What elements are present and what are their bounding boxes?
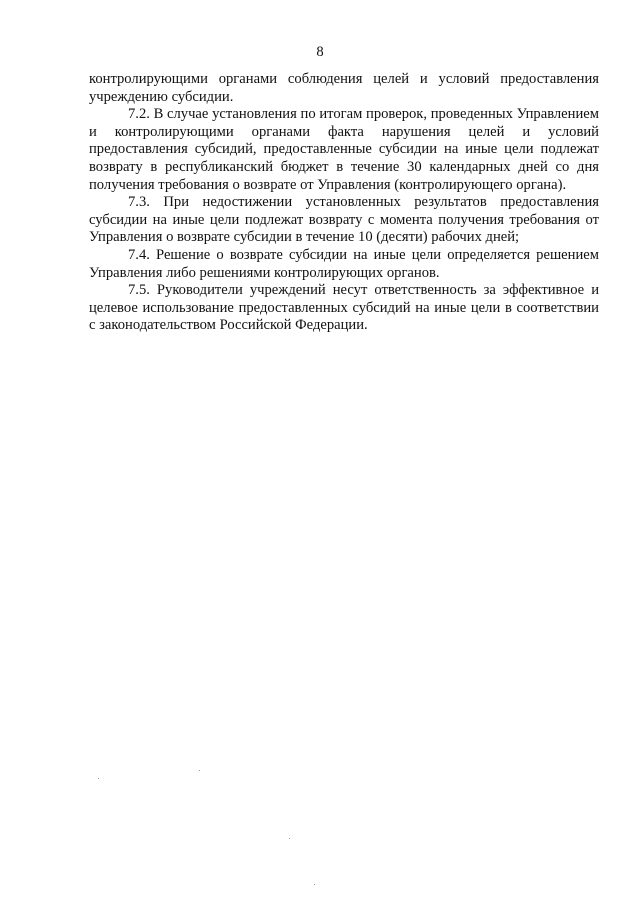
scan-speck [289, 838, 290, 839]
paragraph-7-3: 7.3. При недостижении установленных результатов предоставления субсидии на иные цели подлежат возврату с момента получения требования от Управления о возврате субсидии в течение 10 (десяти) рабочих дней; [89, 194, 599, 246]
paragraph-7-4: 7.4. Решение о возврате субсидии на иные цели определяется решением Управления либо решениями контролирующих органов. [89, 246, 599, 281]
paragraph-7-5: 7.5. Руководители учреждений несут ответственность за эффективное и целевое использование предоставленных субсидий на иные цели в соответствии с законодательством Российской Федерации. [89, 282, 599, 334]
paragraph-continuation: контролирующими органами соблюдения целей и условий предоставления учреждению субсидии. [89, 71, 599, 105]
scan-speck [98, 778, 99, 779]
scan-speck [314, 884, 315, 885]
scan-speck [199, 770, 200, 771]
document-body [89, 71, 599, 335]
page-number: 8 [316, 44, 324, 60]
paragraph-7-2: 7.2. В случае установления по итогам проверок, проведенных Управлением и контролирующими органами факта нарушения целей и условий предоставления субсидий, предоставленные субсидии на иные цели подлежат возврату в республиканский бюджет в течение 30 календарных дней со дня получения требования о возврате от Управления (контролирующего органа). [89, 106, 599, 193]
